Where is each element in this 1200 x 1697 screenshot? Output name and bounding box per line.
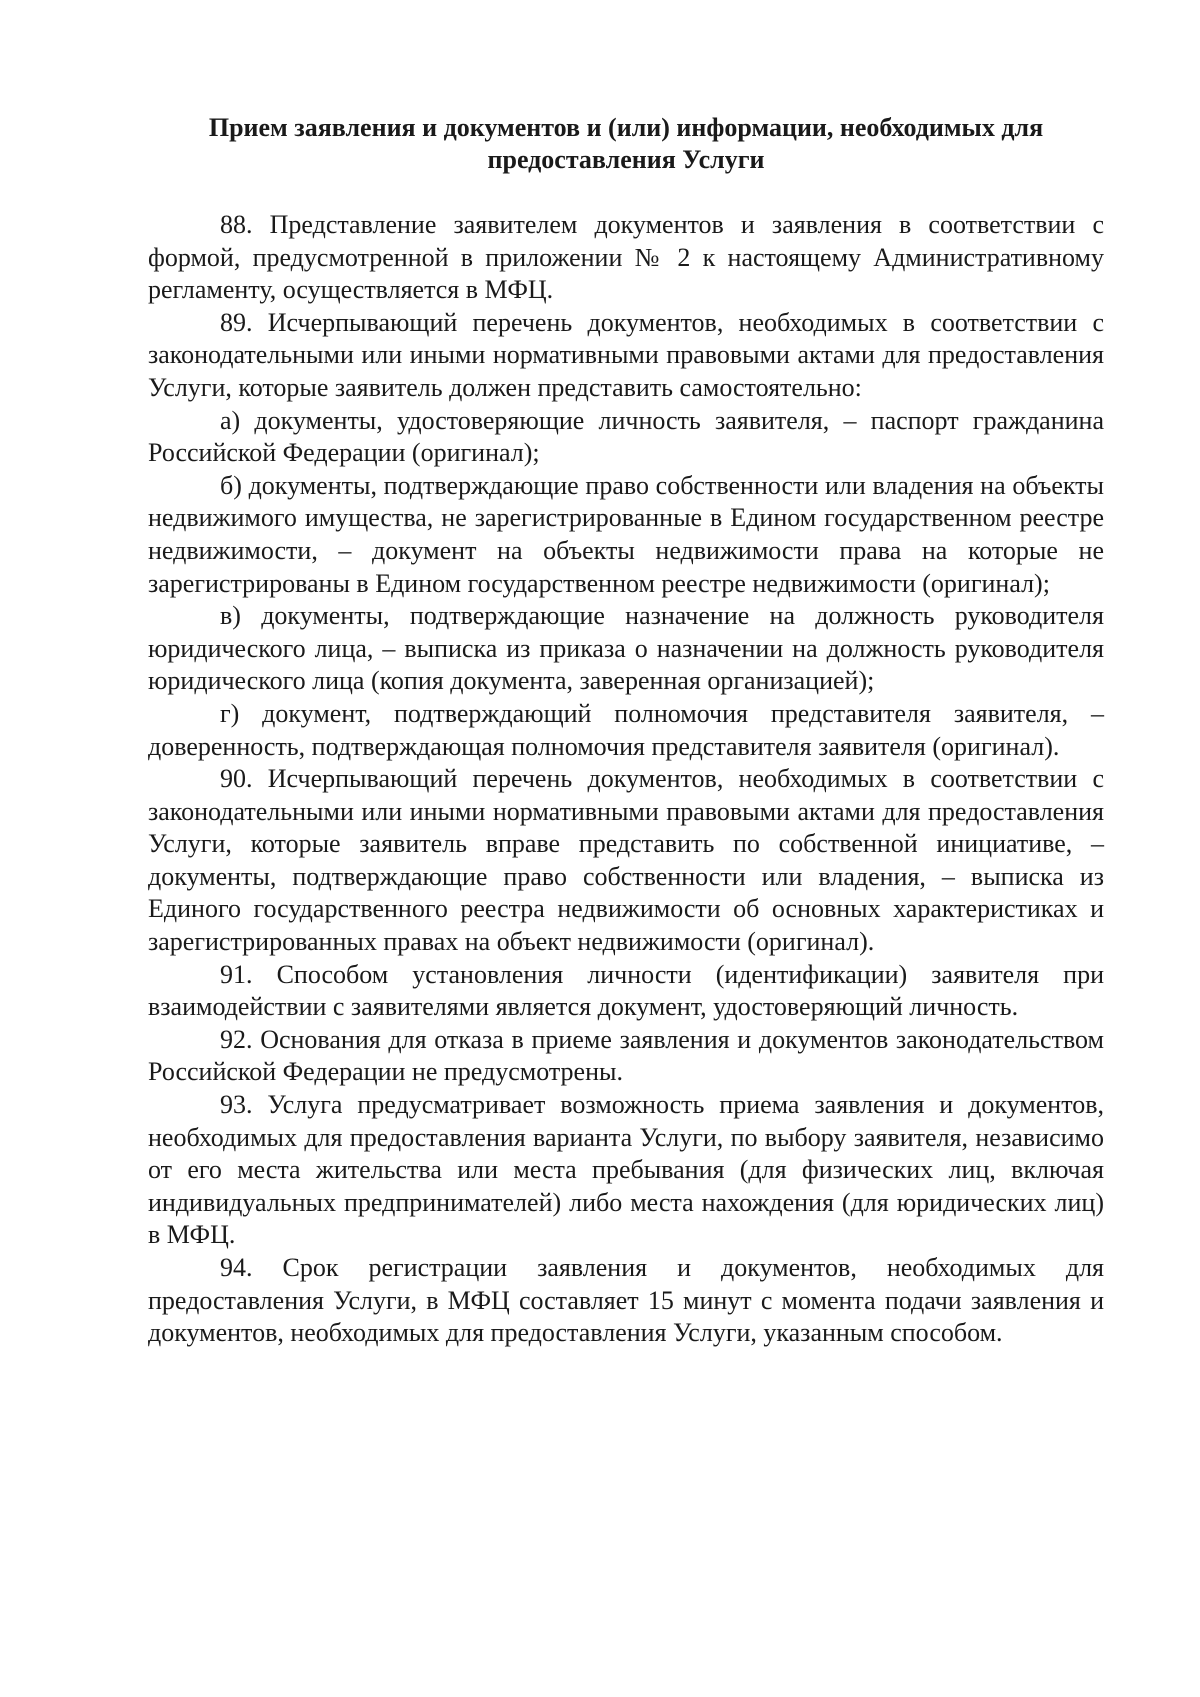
document-body [148,112,1104,1350]
section-title [148,112,1104,176]
paragraph-90: 90. Исчерпывающий перечень документов, необходимых в соответствии с законодательными или иными нормативными правовыми актами для предоставления Услуги, которые заявитель вправе представить по собственной инициативе, – документы, подтверждающие право собственности или владения, – выписка из Единого государственного реестра недвижимости об основных характеристиках и зарегистрированных правах на объект недвижимости (оригинал). [148,764,1104,957]
paragraph-93: 93. Услуга предусматривает возможность приема заявления и документов, необходимых для предоставления варианта Услуги, по выбору заявителя, независимо от его места жительства или места пребывания (для физических лиц, включая индивидуальных предпринимателей) либо места нахождения (для юридических лиц) в МФЦ. [148,1090,1104,1250]
paragraph-94: 94. Срок регистрации заявления и документов, необходимых для предоставления Услуги, в МФЦ составляет 15 минут с момента подачи заявления и документов, необходимых для предоставления Услуги, указанным способом. [148,1253,1104,1348]
paragraph-92: 92. Основания для отказа в приеме заявления и документов законодательством Российской Федерации не предусмотрены. [148,1024,1104,1087]
section-title-line-2: предоставления Услуги [487,145,765,174]
section-title-line-1: Прием заявления и документов и (или) информации, необходимых для [208,113,1044,142]
paragraph-91: 91. Способом установления личности (идентификации) заявителя при взаимодействии с заявителями является документ, удостоверяющий личность. [148,959,1104,1022]
list-item-a: а) документы, удостоверяющие личность заявителя, – паспорт гражданина Российской Федерации (оригинал); [148,405,1104,468]
list-item-v: в) документы, подтверждающие назначение на должность руководителя юридического лица, – выписка из приказа о назначении на должность руководителя юридического лица (копия документа, заверенная организацией); [148,601,1104,696]
paragraph-88: 88. Представление заявителем документов и заявления в соответствии с формой, предусмотренной в приложении № 2 к настоящему Административному регламенту, осуществляется в МФЦ. [148,210,1104,305]
paragraph-89: 89. Исчерпывающий перечень документов, необходимых в соответствии с законодательными или иными нормативными правовыми актами для предоставления Услуги, которые заявитель должен представить самостоятельно: [148,307,1104,402]
list-item-b: б) документы, подтверждающие право собственности или владения на объекты недвижимого имущества, не зарегистрированные в Едином государственном реестре недвижимости, – документ на объекты недвижимости права на которые не зарегистрированы в Едином государственном реестре недвижимости (оригинал); [148,470,1104,598]
list-item-g: г) документ, подтверждающий полномочия представителя заявителя, – доверенность, подтверждающая полномочия представителя заявителя (оригинал). [148,698,1104,761]
